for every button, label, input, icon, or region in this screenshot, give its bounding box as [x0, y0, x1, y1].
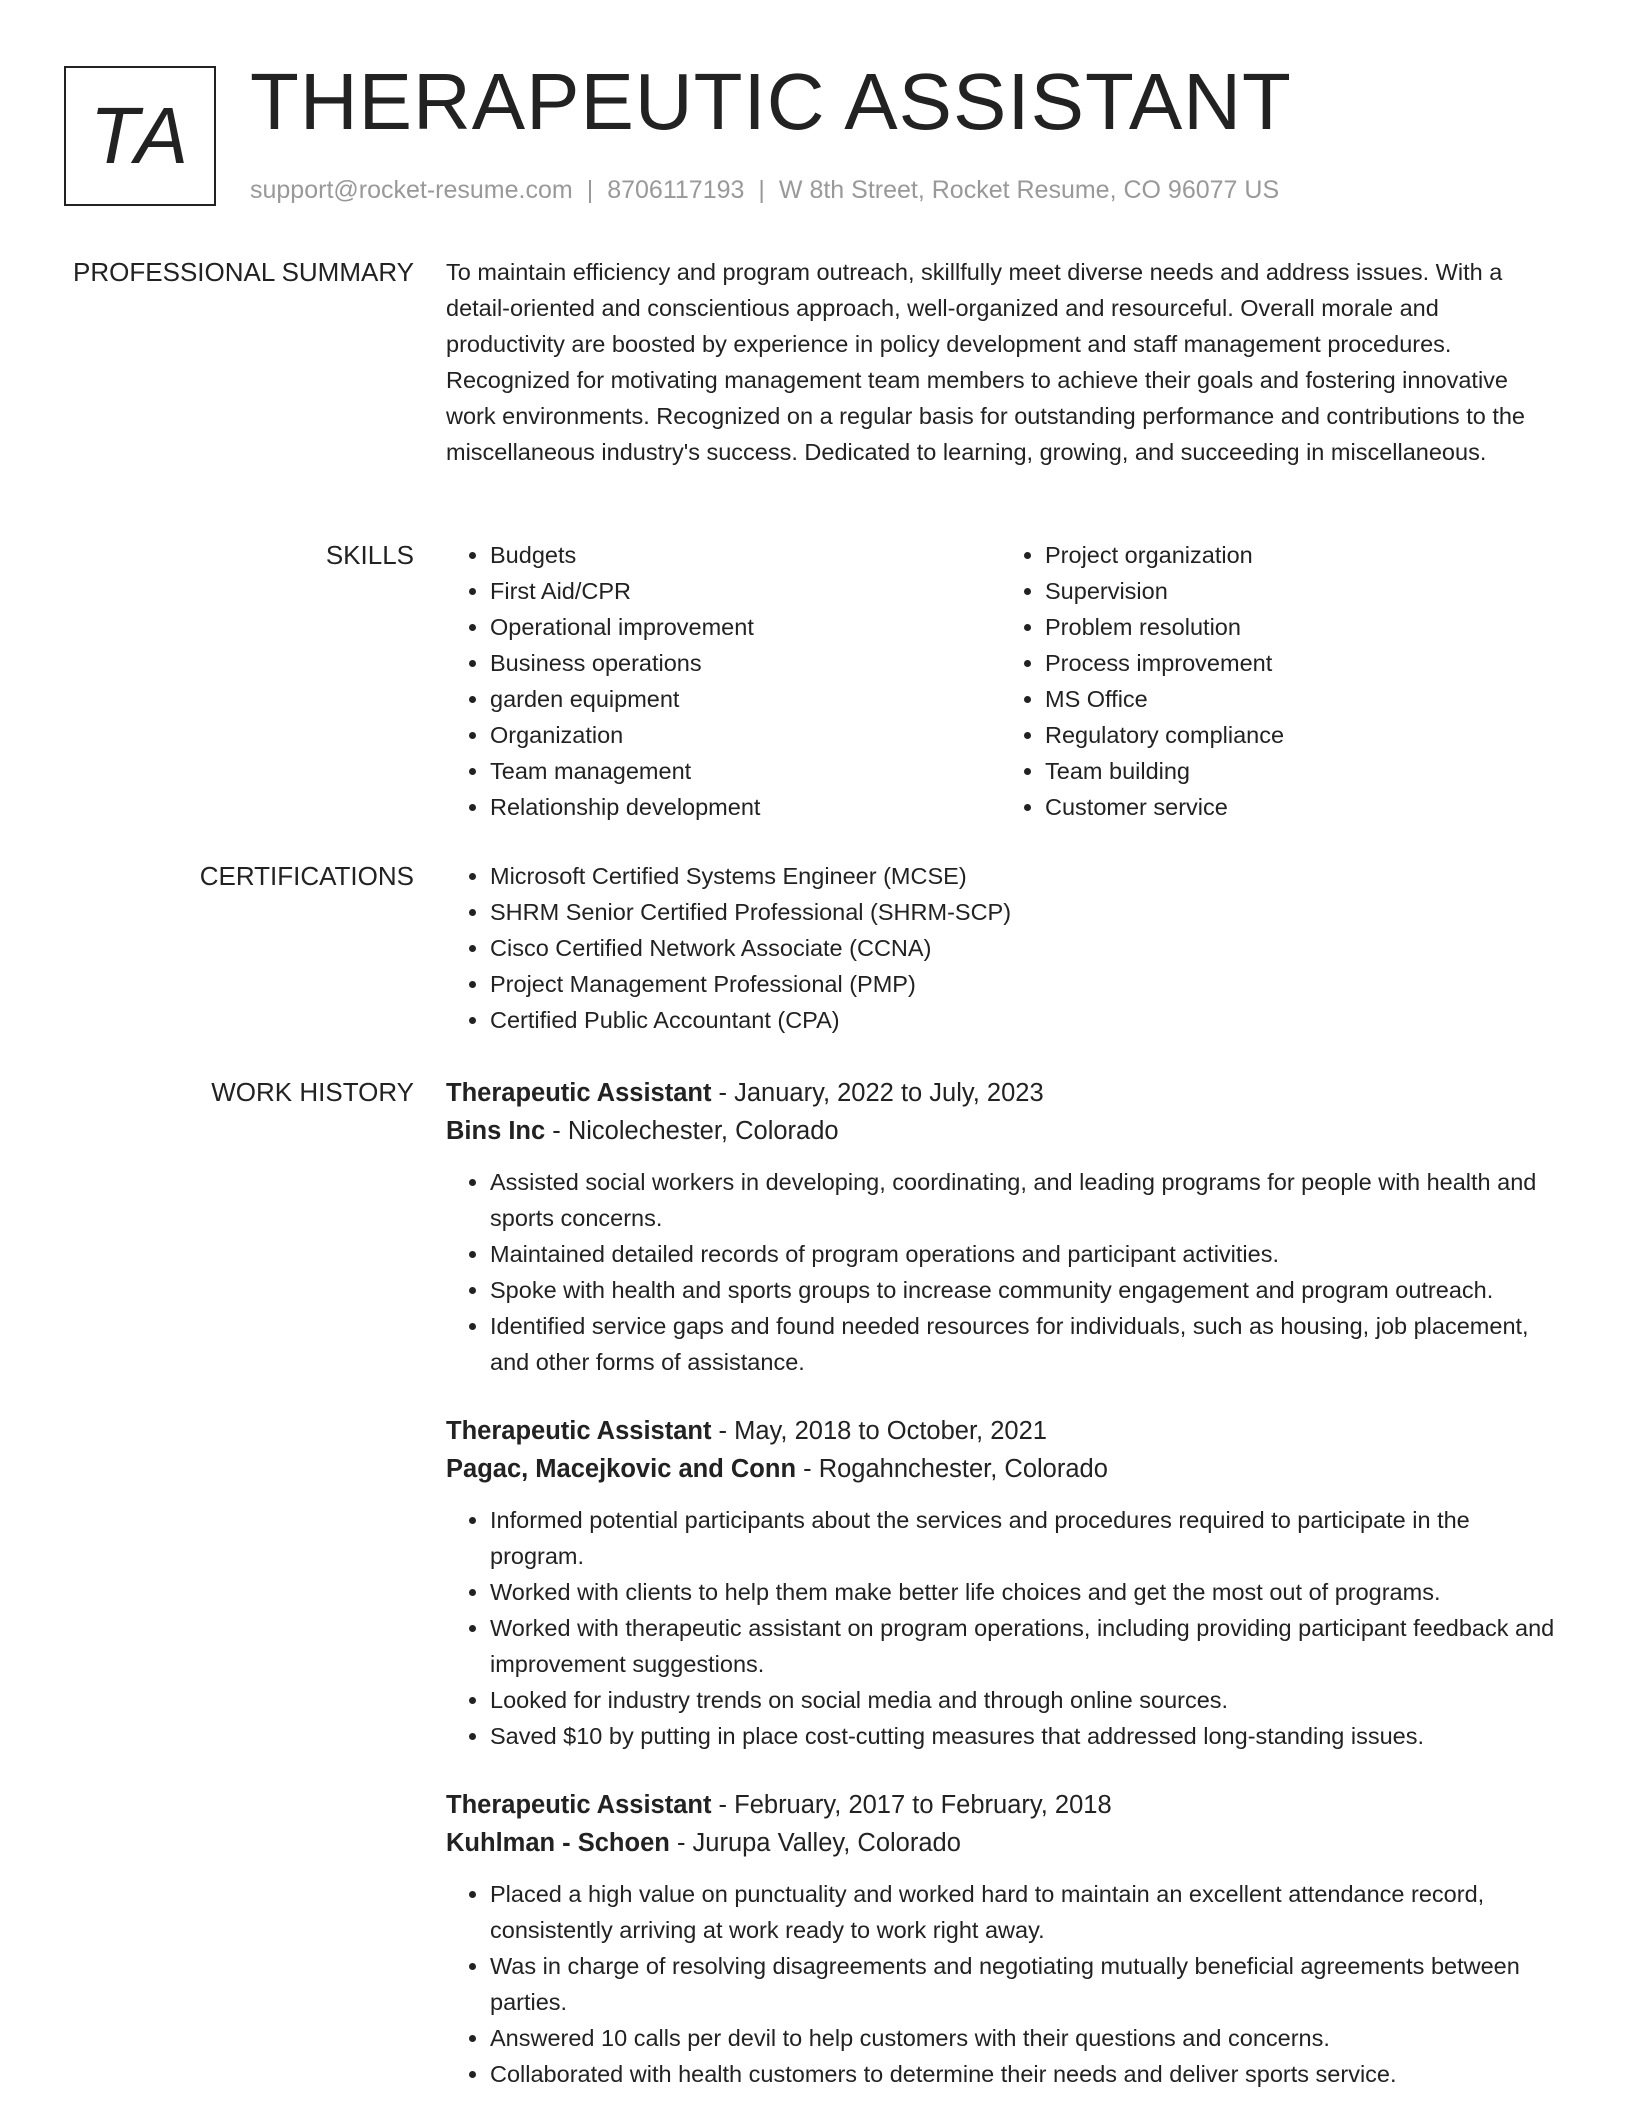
skill-item: • Process improvement [1045, 645, 1556, 681]
job-company-line [446, 1824, 1556, 1862]
skill-item: • Problem resolution [1045, 609, 1556, 645]
certification-item: • Microsoft Certified Systems Engineer (MCSE) [490, 858, 1556, 894]
job-bullet: • Was in charge of resolving disagreements and negotiating mutually beneficial agreements between parties. [490, 1948, 1556, 2020]
skill-item: • Team building [1045, 753, 1556, 789]
certifications-heading: CERTIFICATIONS [199, 861, 414, 891]
skills-list-left [446, 537, 1001, 825]
job-company-line [446, 1450, 1556, 1488]
certification-item: • SHRM Senior Certified Professional (SHRM-SCP) [490, 894, 1556, 930]
certification-item: • Certified Public Accountant (CPA) [490, 1002, 1556, 1038]
job-bullet: • Answered 10 calls per devil to help customers with their questions and concerns. [490, 2020, 1556, 2056]
job-bullet: • Spoke with health and sports groups to increase community engagement and program outreach. [490, 1272, 1556, 1308]
job-location: - Jurupa Valley, Colorado [669, 1829, 961, 1857]
skill-item: • Organization [490, 717, 1001, 753]
job-dates: - February, 2017 to February, 2018 [711, 1791, 1112, 1819]
contact-email[interactable]: support@rocket-resume.com [250, 176, 573, 204]
skills-heading: SKILLS [325, 540, 414, 570]
contact-phone[interactable]: 8706117193 [607, 176, 745, 204]
job-bullet: • Worked with therapeutic assistant on program operations, including providing participant feedback and improvement suggestions. [490, 1610, 1556, 1682]
job-entry [446, 1412, 1556, 1754]
job-bullet: • Identified service gaps and found needed resources for individuals, such as housing, job placement, and other forms of assistance. [490, 1308, 1556, 1380]
job-company: Bins Inc [446, 1117, 546, 1145]
job-bullets [446, 1164, 1556, 1380]
skill-item: • First Aid/CPR [490, 573, 1001, 609]
certification-item: • Cisco Certified Network Associate (CCNA) [490, 930, 1556, 966]
skill-item: • Customer service [1045, 789, 1556, 825]
skill-item: • garden equipment [490, 681, 1001, 717]
certifications-list [446, 858, 1556, 1038]
job-bullets [446, 1502, 1556, 1754]
contact-address: W 8th Street, Rocket Resume, CO 96077 US [778, 176, 1280, 204]
job-bullets [446, 1876, 1556, 2092]
job-dates: - May, 2018 to October, 2021 [711, 1417, 1047, 1445]
skill-item: • MS Office [1045, 681, 1556, 717]
contact-separator: | [586, 176, 594, 204]
work-history-heading: WORK HISTORY [211, 1077, 414, 1107]
job-bullet: • Worked with clients to help them make better life choices and get the most out of programs. [490, 1574, 1556, 1610]
skills-body [446, 537, 1556, 825]
summary-body [446, 254, 1556, 470]
skill-item: • Budgets [490, 537, 1001, 573]
job-company-line [446, 1112, 1556, 1150]
certification-item: • Project Management Professional (PMP) [490, 966, 1556, 1002]
job-company: Pagac, Macejkovic and Conn [446, 1455, 797, 1483]
job-bullet: • Placed a high value on punctuality and worked hard to maintain an excellent attendance record, consistently arriving at work ready to work right away. [490, 1876, 1556, 1948]
job-location: - Nicolechester, Colorado [545, 1117, 839, 1145]
skill-item: • Team management [490, 753, 1001, 789]
job-bullet: • Saved $10 by putting in place cost-cutting measures that addressed long-standing issues. [490, 1718, 1556, 1754]
job-title-line [446, 1412, 1556, 1450]
job-bullet: • Assisted social workers in developing, coordinating, and leading programs for people with health and sports concerns. [490, 1164, 1556, 1236]
contact-separator: | [758, 176, 765, 204]
job-bullet: • Informed potential participants about the services and procedures required to participate in the program. [490, 1502, 1556, 1574]
job-title: Therapeutic Assistant [446, 1417, 712, 1445]
skill-item: • Regulatory compliance [1045, 717, 1556, 753]
job-title: Therapeutic Assistant [446, 1079, 712, 1107]
contact-line [250, 174, 1279, 206]
job-title-line [446, 1074, 1556, 1112]
job-entry [446, 1786, 1556, 2092]
job-title: Therapeutic Assistant [446, 1791, 712, 1819]
work-history-body [446, 1074, 1556, 2124]
job-title-line [446, 1786, 1556, 1824]
skill-item: • Operational improvement [490, 609, 1001, 645]
job-location: - Rogahnchester, Colorado [796, 1455, 1108, 1483]
skill-item: • Supervision [1045, 573, 1556, 609]
job-entry [446, 1074, 1556, 1380]
job-bullet: • Collaborated with health customers to determine their needs and deliver sports service. [490, 2056, 1556, 2092]
certifications-body [446, 858, 1556, 1038]
skill-item: • Business operations [490, 645, 1001, 681]
summary-heading: PROFESSIONAL SUMMARY [73, 257, 414, 287]
job-bullet: • Maintained detailed records of program operations and participant activities. [490, 1236, 1556, 1272]
job-dates: - January, 2022 to July, 2023 [711, 1079, 1044, 1107]
resume-name: THERAPEUTIC ASSISTANT [250, 57, 1292, 146]
skills-list-right [1001, 537, 1556, 825]
monogram-box [64, 66, 216, 206]
skill-item: • Project organization [1045, 537, 1556, 573]
job-bullet: • Looked for industry trends on social media and through online sources. [490, 1682, 1556, 1718]
monogram-initials: TA [89, 91, 191, 180]
skill-item: • Relationship development [490, 789, 1001, 825]
summary-text: To maintain efficiency and program outreach, skillfully meet diverse needs and address issues. With a detail-oriented and conscientious approach, well-organized and resourceful. Overall morale and productivity are boosted by experience in policy development and staff management procedures. Recognized for motivating management team members to achieve their goals and fostering innovative work environments. Recognized on a regular basis for outstanding performance and contributions to the miscellaneous industry's success. Dedicated to learning, growing, and succeeding in miscellaneous. [446, 259, 1526, 465]
job-company: Kuhlman - Schoen [446, 1829, 670, 1857]
